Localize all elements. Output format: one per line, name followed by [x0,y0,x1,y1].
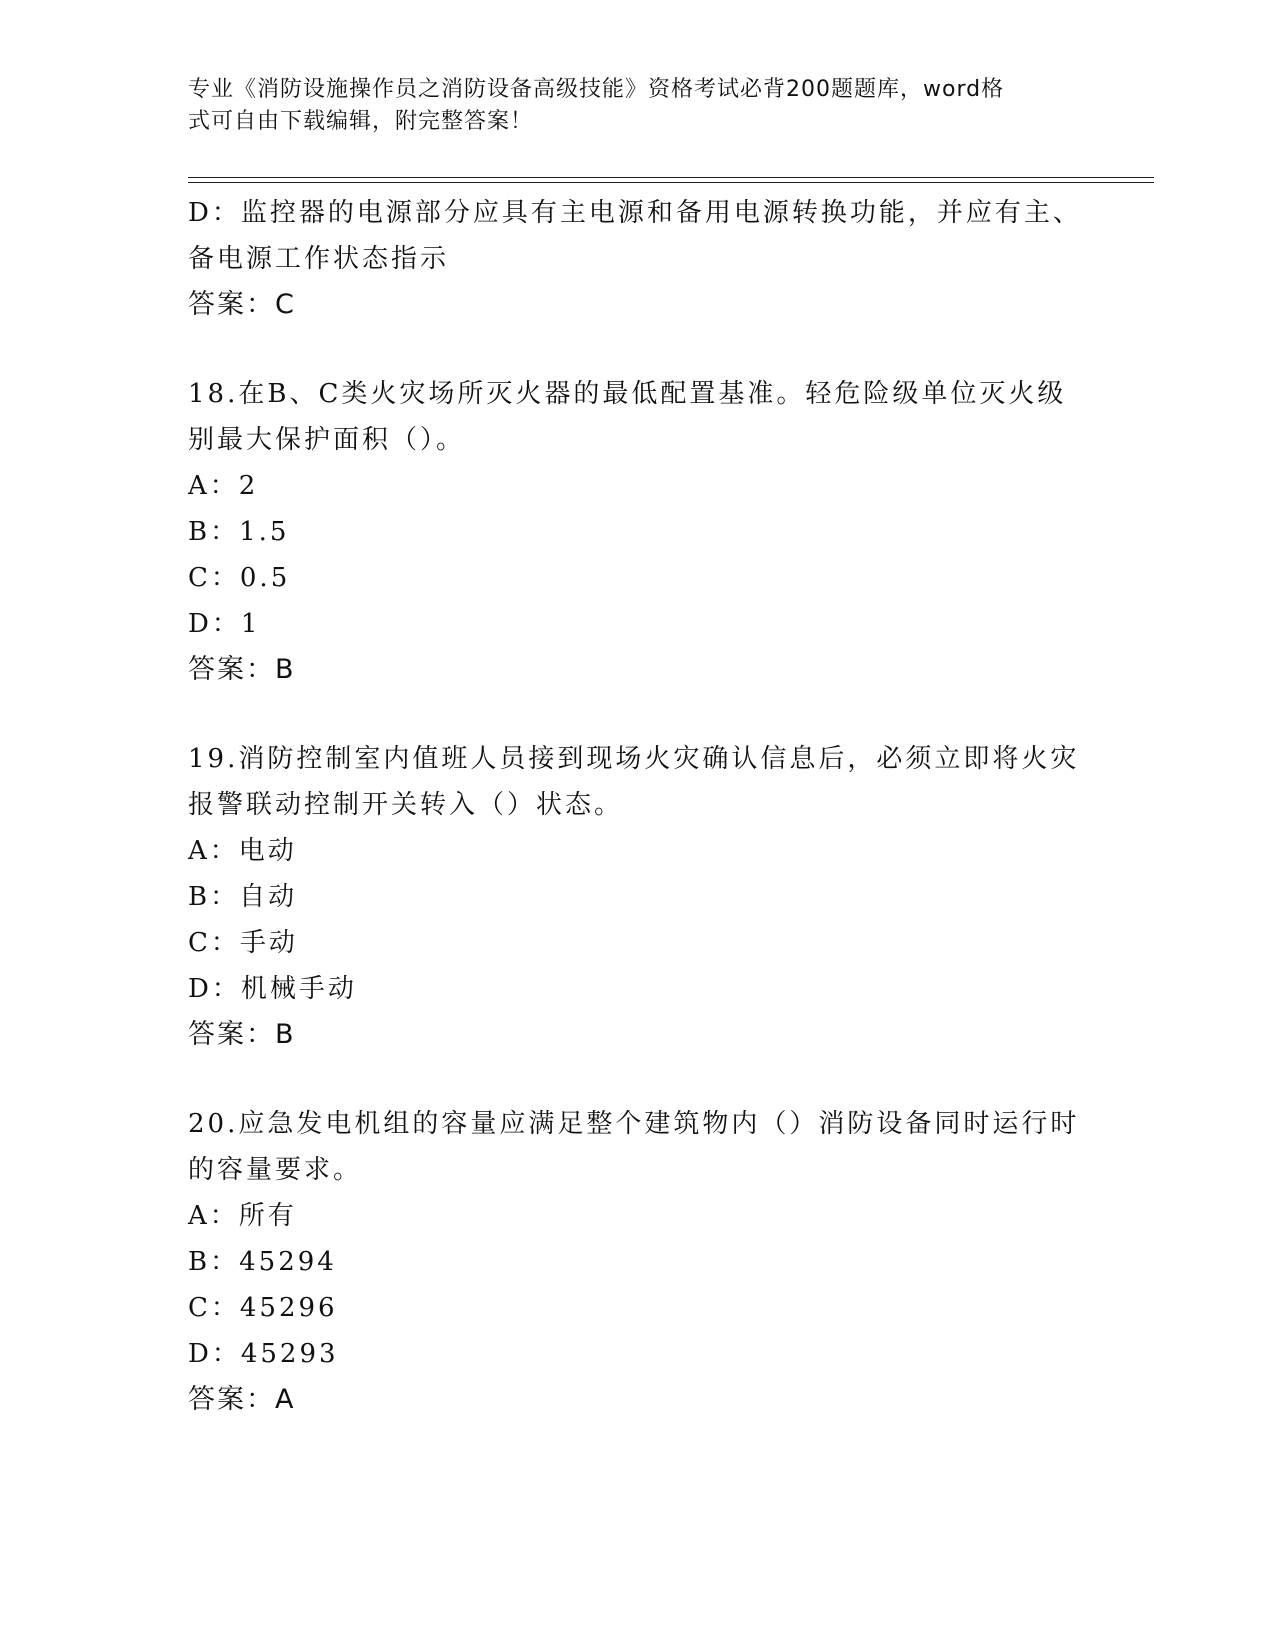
spacer [188,693,1088,736]
option-b: B：1.5 [188,517,290,547]
option-d-continued: 备电源工作状态指示 [188,244,450,274]
question-stem-continued: 别最大保护面积（）。 [188,425,466,455]
option-d: D：机械手动 [188,974,357,1004]
option-a: A：电动 [188,836,297,866]
option-a: A：2 [188,471,259,501]
question-stem: 18.在B、C类火灾场所灭火器的最低配置基准。轻危险级单位灭火级 [188,379,1067,409]
question-stem-continued: 报警联动控制开关转入（）状态。 [188,790,624,820]
header-divider-top [188,177,1154,178]
option-b: B：自动 [188,882,298,912]
document-body [188,190,1088,1423]
previous-question-tail [188,190,1088,328]
question-20 [188,1101,1088,1423]
question-stem: 20.应急发电机组的容量应满足整个建筑物内（）消防设备同时运行时 [188,1109,1080,1139]
answer-line: 答案：B [188,654,296,685]
option-a: A：所有 [188,1201,297,1231]
option-d: D：45293 [188,1339,339,1369]
spacer [188,1058,1088,1101]
question-19 [188,736,1088,1058]
answer-line: 答案：B [188,1019,296,1050]
question-stem: 19.消防控制室内值班人员接到现场火灾确认信息后，必须立即将火灾 [188,744,1080,774]
option-c: C：手动 [188,928,298,958]
option-d: D：监控器的电源部分应具有主电源和备用电源转换功能，并应有主、 [188,198,1082,228]
answer-line: 答案：C [188,289,296,320]
option-c: C：45296 [188,1293,338,1323]
header-line-1: 专业《消防设施操作员之消防设备高级技能》资格考试必背200题题库，word格 [188,77,1005,102]
option-b: B：45294 [188,1247,337,1277]
question-18 [188,371,1088,693]
header-line-2: 式可自由下载编辑，附完整答案！ [188,109,534,134]
question-stem-continued: 的容量要求。 [188,1155,363,1185]
answer-line: 答案：A [188,1384,296,1415]
document-header [188,74,1068,138]
header-divider-bottom [188,182,1154,183]
option-c: C：0.5 [188,563,291,593]
option-d: D：1 [188,609,261,639]
spacer [188,328,1088,371]
